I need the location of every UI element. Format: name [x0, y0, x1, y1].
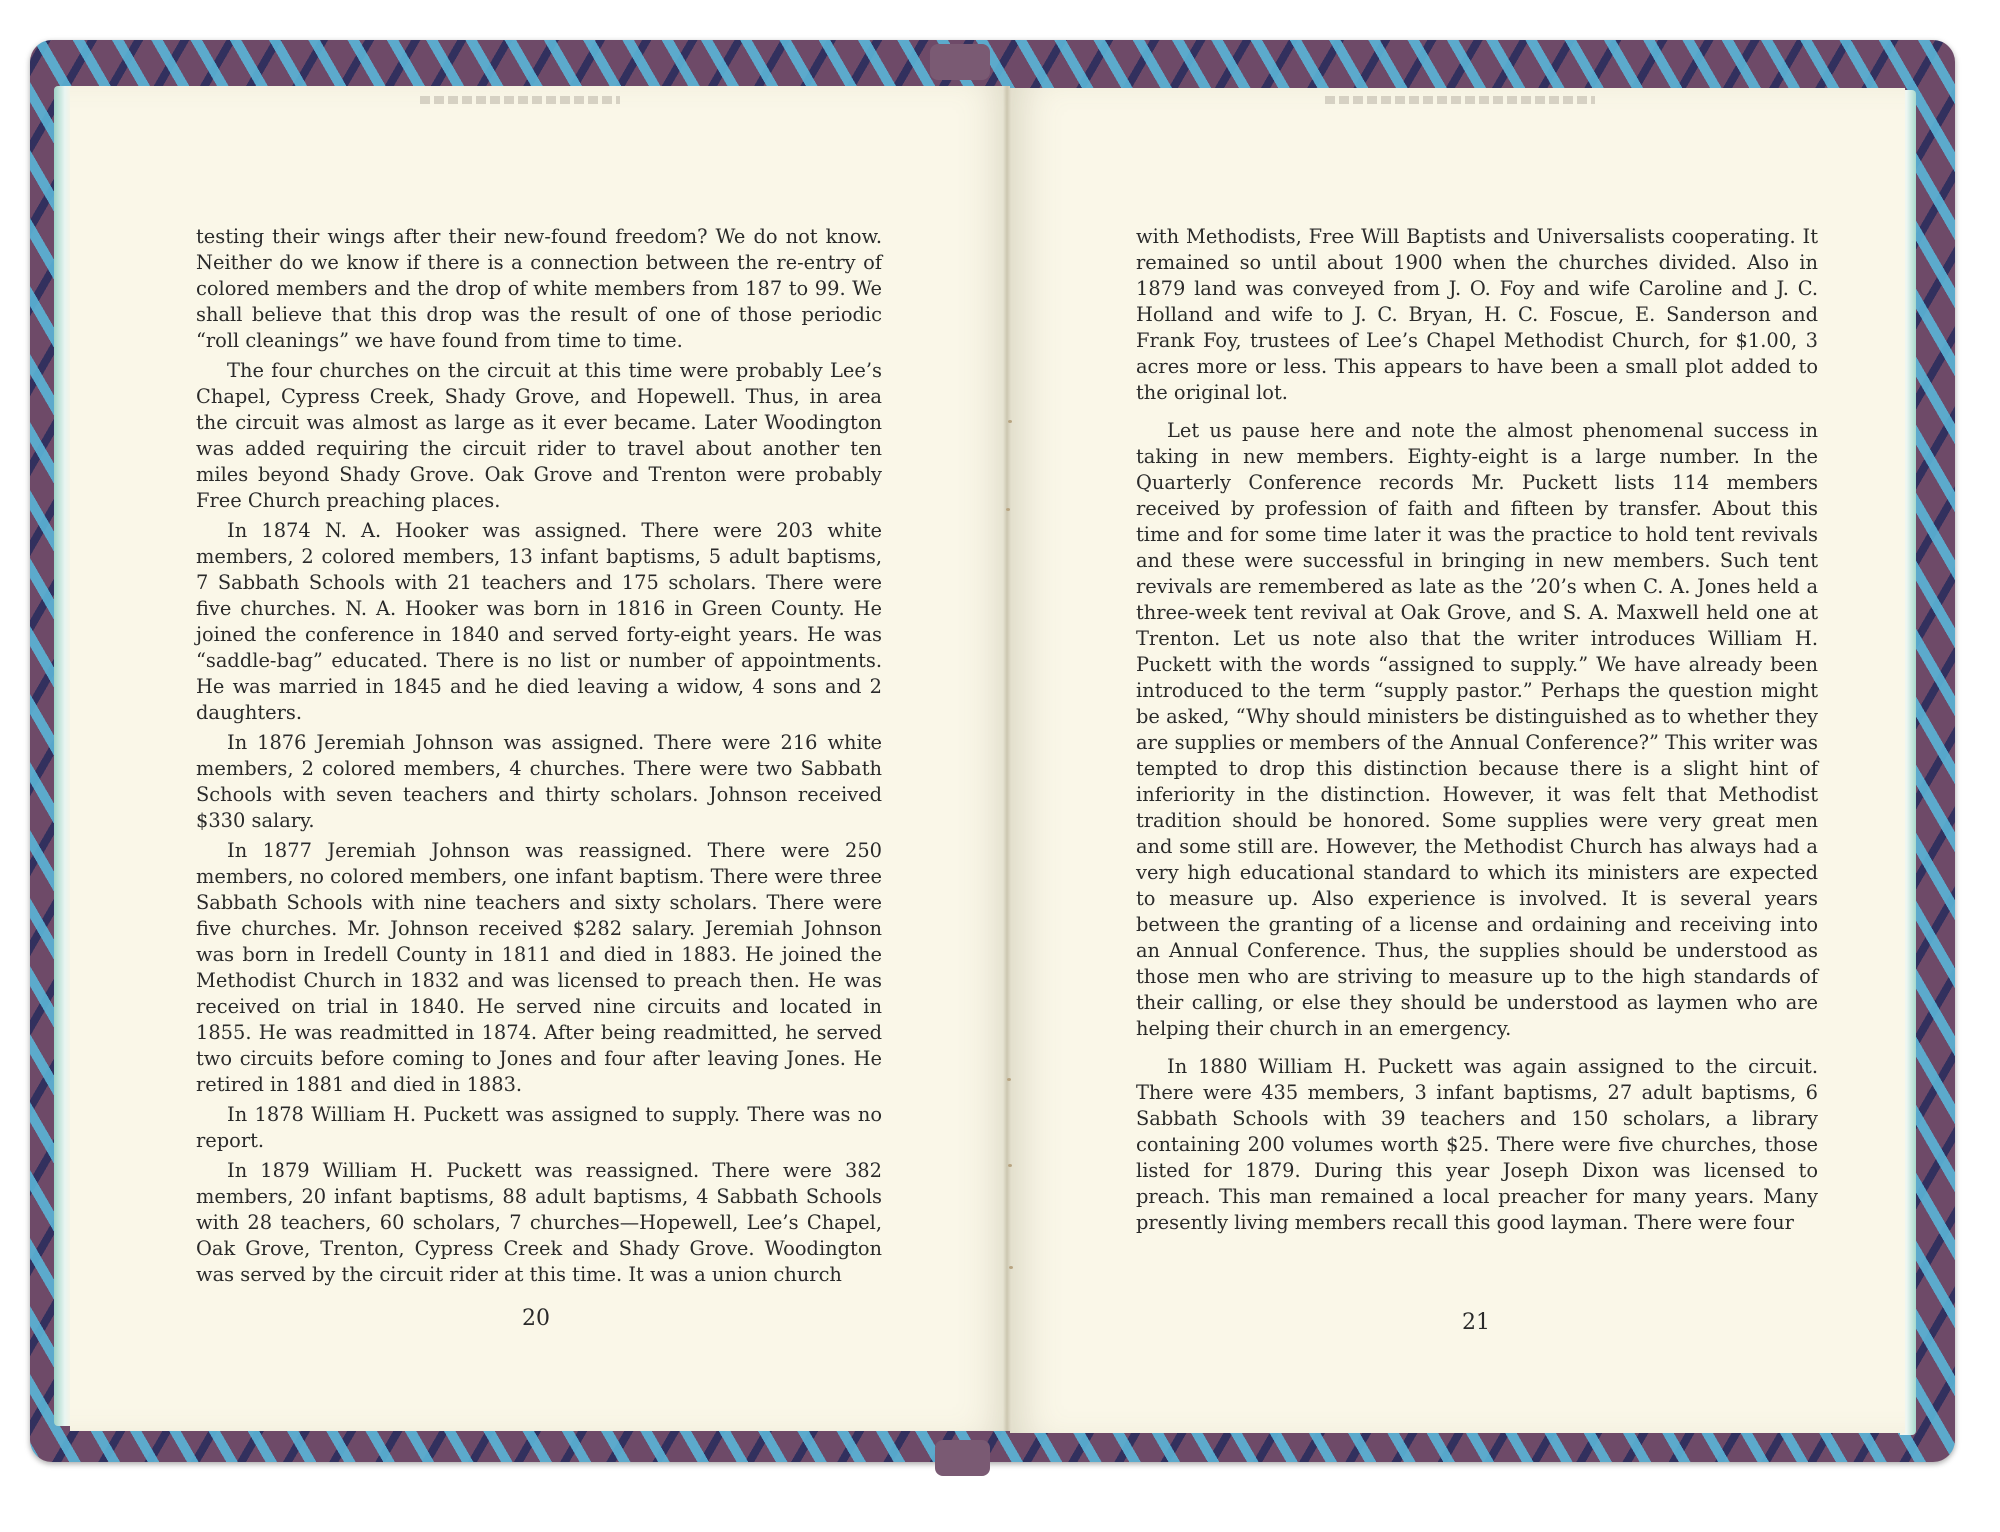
paper-speck — [1007, 1078, 1011, 1081]
left-running-header-showthrough — [420, 96, 620, 104]
paper-speck — [1009, 1266, 1013, 1269]
paragraph: In 1877 Jeremiah Johnson was reassigned. There were 250 members, no colored members, one infant baptism. There were three Sabbath Schools with nine teachers and sixty scholars. There were five churches. Mr. Johnson received $282 salary. Jeremiah Johnson was born in Iredell County in 1811 and died in 1883. He joined the Methodist Church in 1832 and was licensed to preach then. He was received on trial in 1840. He served nine circuits and located in 1855. He was readmitted in 1874. After being readmitted, he served two circuits before coming to Jones and four after leaving Jones. He retired in 1881 and died in 1883. — [196, 839, 882, 1096]
paper-speck — [1008, 1164, 1012, 1167]
paragraph: testing their wings after their new-found freedom? We do not know. Neither do we know if there is a connection between the re-entry of colored members and the drop of white members from 187 to 99. We shall believe that this drop was the result of one of those periodic “roll cleanings” we have found from time to time. — [196, 225, 882, 352]
book-gutter — [1003, 86, 1011, 1431]
right-page-text — [1136, 224, 1818, 1240]
paragraph: In 1878 William H. Puckett was assigned to supply. There was no report. — [196, 1103, 882, 1152]
right-running-header-showthrough — [1325, 96, 1595, 104]
paragraph: with Methodists, Free Will Baptists and Universalists cooperating. It remained so until about 1900 when the churches divided. Also in 1879 land was conveyed from J. O. Foy and wife Caroline and J. C. Holland and wife to J. C. Bryan, H. C. Foscue, E. Sanderson and Frank Foy, trustees of Lee’s Chapel Methodist Church, for $1.00, 3 acres more or less. This appears to have been a small plot added to the original lot. — [1136, 225, 1818, 404]
page-number-left: 20 — [522, 1306, 550, 1331]
paragraph: The four churches on the circuit at this time were probably Lee’s Chapel, Cypress Creek, Shady Grove, and Hopewell. Thus, in area the circuit was almost as large as it ever became. Later Woodington was added requiring the circuit rider to travel about another ten miles beyond Shady Grove. Oak Grove and Trenton were probably Free Church preaching places. — [196, 359, 882, 512]
left-page-text — [196, 224, 882, 1292]
paragraph: In 1876 Jeremiah Johnson was assigned. There were 216 white members, 2 colored members, 4 churches. There were two Sabbath Schools with seven teachers and thirty scholars. Johnson received $330 salary. — [196, 731, 882, 832]
paragraph: In 1880 William H. Puckett was again assigned to the circuit. There were 435 members, 3 infant baptisms, 27 adult baptisms, 6 Sabbath Schools with 39 teachers and 150 scholars, a library containing 200 volumes worth $25. There were five churches, those listed for 1879. During this year Joseph Dixon was licensed to preach. This man remained a local preacher for many years. Many presently living members recall this good layman. There were four — [1136, 1055, 1818, 1234]
paper-speck — [1006, 508, 1010, 511]
page-number-right: 21 — [1462, 1310, 1490, 1335]
paragraph: Let us pause here and note the almost phenomenal success in taking in new members. Eighty-eight is a large number. In the Quarterly Conference records Mr. Puckett lists 114 members received by profession of faith and fifteen by transfer. About this time and for some time later it was the practice to hold tent revivals and these were successful in bringing in new members. Such tent revivals are remembered as late as the ’20’s when C. A. Jones held a three-week tent revival at Oak Grove, and S. A. Maxwell held one at Trenton. Let us note also that the writer introduces William H. Puckett with the words “assigned to supply.” We have already been introduced to the term “supply pastor.” Perhaps the question might be asked, “Why should ministers be distinguished as to whether they are supplies or members of the Annual Conference?” This writer was tempted to drop this distinction because there is a slight hint of inferiority in the distinction. However, it was felt that Methodist tradition should be honored. Some supplies were very great men and some still are. However, the Methodist Church has always had a very high educational standard to which its ministers are expected to measure up. Also experience is involved. It is several years between the granting of a license and ordaining and receiving into an Annual Conference. Thus, the supplies should be understood as those men who are striving to measure up to the high standards of their calling, or else they should be understood as laymen who are helping their church in an emergency. — [1136, 419, 1818, 1040]
paper-speck — [1008, 420, 1012, 423]
book-spine-top — [930, 44, 990, 80]
book-spine-bottom — [935, 1440, 990, 1476]
paragraph: In 1874 N. A. Hooker was assigned. There were 203 white members, 2 colored members, 13 infant baptisms, 5 adult baptisms, 7 Sabbath Schools with 21 teachers and 175 scholars. There were five churches. N. A. Hooker was born in 1816 in Green County. He joined the conference in 1840 and served forty-eight years. He was “saddle-bag” educated. There is no list or number of appointments. He was married in 1845 and he died leaving a widow, 4 sons and 2 daughters. — [196, 519, 882, 724]
paragraph: In 1879 William H. Puckett was reassigned. There were 382 members, 20 infant baptisms, 88 adult baptisms, 4 Sabbath Schools with 28 teachers, 60 scholars, 7 churches—Hopewell, Lee’s Chapel, Oak Grove, Trenton, Cypress Creek and Shady Grove. Woodington was served by the circuit rider at this time. It was a union church — [196, 1159, 882, 1286]
